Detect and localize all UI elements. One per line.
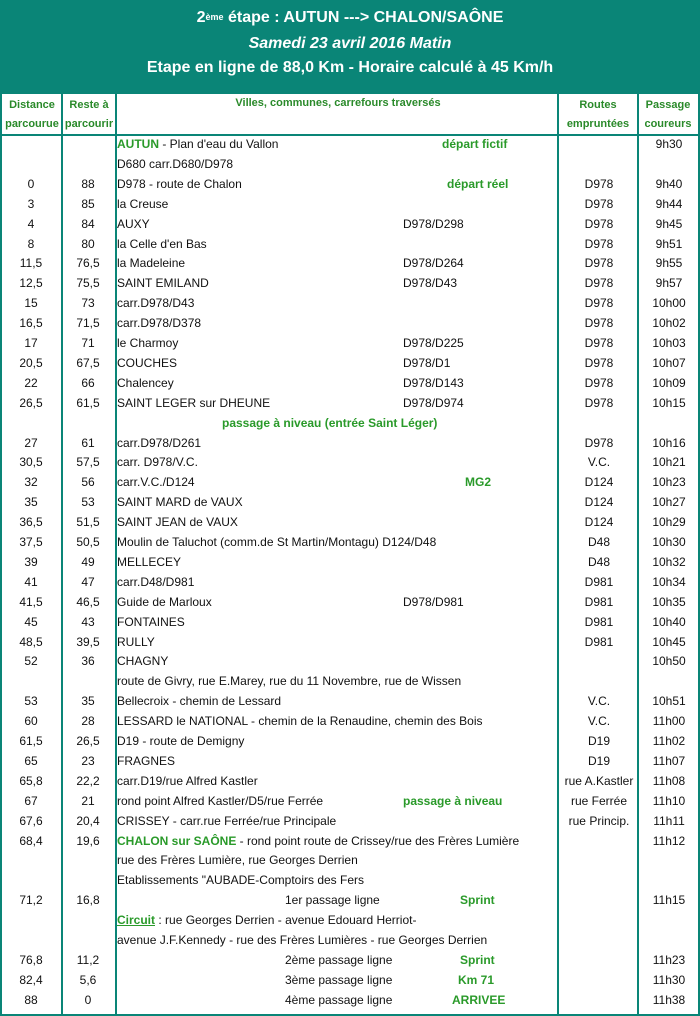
route-cell: D978 <box>584 256 614 271</box>
reste-cell: 51,5 <box>76 515 100 530</box>
table-row <box>0 194 700 214</box>
distance-cell: 82,4 <box>19 972 43 987</box>
junction-cell: D978/D974 <box>403 395 464 410</box>
place-text: avenue J.F.Kennedy - rue des Frères Lumières - rue Georges Derrien <box>117 933 488 947</box>
place-cell <box>117 791 323 811</box>
route-cell: D19 <box>587 753 610 768</box>
route-cell: D978 <box>584 216 614 231</box>
distance-cell: 65 <box>24 753 38 768</box>
distance-cell: 48,5 <box>19 634 43 649</box>
place-cell <box>117 174 242 194</box>
time-cell: 9h40 <box>655 176 683 191</box>
distance-cell: 3 <box>27 196 35 211</box>
reste-cell: 0 <box>84 992 92 1007</box>
place-text: Etablissements "AUBADE-Comptoirs des Fers <box>117 873 365 888</box>
table-row <box>0 771 700 791</box>
table-row <box>0 552 700 572</box>
route-cell: V.C. <box>587 714 611 729</box>
time-cell: 10h29 <box>652 515 686 530</box>
reste-cell: 22,2 <box>76 773 100 788</box>
time-cell: 10h51 <box>652 694 686 709</box>
route-cell: D978 <box>584 176 614 191</box>
place-cell <box>117 452 198 472</box>
reste-cell: 85 <box>81 196 95 211</box>
table-row <box>0 512 700 532</box>
place-text: CHAGNY <box>117 654 169 669</box>
place-cell <box>117 512 238 532</box>
time-cell: 9h30 <box>655 137 683 151</box>
place-text: Guide de Marloux <box>117 594 212 609</box>
place-cell <box>117 831 519 851</box>
reste-cell: 16,8 <box>76 893 100 908</box>
junction-cell: D978/D225 <box>403 336 464 350</box>
route-cell: D978 <box>584 316 614 331</box>
table-row <box>0 950 700 970</box>
time-cell: 11h11 <box>653 813 685 828</box>
reste-cell: 23 <box>81 753 95 768</box>
time-cell: 10h07 <box>652 355 686 370</box>
time-cell: 10h32 <box>652 554 686 569</box>
table-row <box>0 572 700 592</box>
place-text: D680 carr.D680/D978 <box>117 156 234 171</box>
route-cell: V.C. <box>587 694 611 709</box>
route-cell: D978 <box>584 276 614 291</box>
table-row <box>0 293 700 313</box>
distance-cell: 26,5 <box>19 395 43 410</box>
place-cell <box>117 731 244 751</box>
col-routes: Routes empruntées <box>566 99 630 130</box>
place-cell <box>117 930 487 950</box>
time-cell: 10h23 <box>652 475 686 490</box>
table-row <box>0 433 700 453</box>
place-text: carr.D48/D981 <box>117 574 195 589</box>
place-cell <box>117 592 212 612</box>
table-row <box>0 313 700 333</box>
col-passage: Passage coureurs <box>644 99 692 130</box>
place-text: carr.D19/rue Alfred Kastler <box>117 773 258 788</box>
place-text: FONTAINES <box>117 614 185 629</box>
table-row <box>0 253 700 273</box>
note-cell: ARRIVEE <box>452 992 506 1007</box>
reste-cell: 56 <box>81 475 95 490</box>
time-cell: 10h03 <box>652 336 686 350</box>
col-villes: Villes, communes, carrefours traversés <box>235 97 441 109</box>
place-text: SAINT LEGER sur DHEUNE <box>117 395 271 410</box>
time-cell: 11h10 <box>652 793 686 808</box>
table-row <box>0 333 700 353</box>
place-cell <box>117 214 150 234</box>
reste-cell: 57,5 <box>76 455 100 470</box>
time-cell: 11h07 <box>652 753 686 768</box>
time-cell: 11h00 <box>652 714 686 729</box>
time-cell: 10h09 <box>652 375 686 390</box>
distance-cell: 30,5 <box>19 455 43 470</box>
time-cell: 9h45 <box>655 216 683 231</box>
time-cell: 11h02 <box>652 734 686 748</box>
distance-cell: 67,6 <box>19 813 43 828</box>
reste-cell: 46,5 <box>76 594 100 609</box>
place-cell <box>117 433 201 453</box>
junction-cell: 4ème passage ligne <box>285 992 393 1007</box>
route-cell: rue Ferrée <box>570 793 628 808</box>
place-cell <box>117 234 207 254</box>
route-cell: D978 <box>584 336 614 350</box>
route-cell: D978 <box>584 236 614 251</box>
time-cell: 10h21 <box>652 455 686 470</box>
distance-cell: 65,8 <box>19 773 43 788</box>
place-text: COUCHES <box>117 355 178 370</box>
table-row <box>0 651 700 671</box>
reste-cell: 26,5 <box>76 734 100 748</box>
place-text: SAINT EMILAND <box>117 276 209 291</box>
distance-cell: 61,5 <box>19 734 43 748</box>
route-cell: D48 <box>587 535 610 549</box>
distance-cell: 17 <box>24 336 38 350</box>
route-cell: rue Princip. <box>568 813 630 828</box>
route-cell: D978 <box>584 395 614 410</box>
table-row <box>0 134 700 154</box>
distance-cell: 0 <box>27 176 35 191</box>
place-text: D19 - route de Demigny <box>117 734 245 748</box>
place-text: Bellecroix - chemin de Lessard <box>117 694 282 709</box>
reste-cell: 49 <box>81 554 95 569</box>
note-cell: Sprint <box>460 893 495 908</box>
time-cell: 11h38 <box>652 992 686 1007</box>
table-row <box>0 273 700 293</box>
time-cell: 9h57 <box>655 276 683 291</box>
place-text: - rond point route de Crissey/rue des Frères Lumière <box>236 833 520 848</box>
time-cell: 10h50 <box>652 654 686 669</box>
place-text: la Madeleine <box>117 256 186 271</box>
distance-cell: 36,5 <box>19 515 43 530</box>
distance-cell: 41,5 <box>19 594 43 609</box>
place-highlight: CHALON sur SAÔNE <box>117 833 237 848</box>
place-cell <box>117 870 364 890</box>
junction-cell: D978/D143 <box>403 375 464 390</box>
stage-info: Etape en ligne de 88,0 Km - Horaire calculé à 45 Km/h <box>146 59 554 76</box>
table-row <box>0 691 700 711</box>
distance-cell: 67 <box>24 793 38 808</box>
place-cell <box>117 691 281 711</box>
time-cell: 10h34 <box>652 574 686 589</box>
route-cell: D981 <box>584 614 614 629</box>
distance-cell: 11,5 <box>19 256 43 271</box>
place-text: RULLY <box>117 634 155 649</box>
distance-cell: 22 <box>24 375 38 390</box>
reste-cell: 71,5 <box>76 316 100 331</box>
distance-cell: 45 <box>24 614 38 629</box>
distance-cell: 52 <box>24 654 38 669</box>
reste-cell: 5,6 <box>79 972 97 987</box>
place-text: MELLECEY <box>117 554 182 569</box>
table-row <box>0 711 700 731</box>
time-cell: 11h08 <box>652 773 686 788</box>
place-text: SAINT MARD de VAUX <box>117 495 243 510</box>
note-cell: départ réel <box>447 176 509 191</box>
route-cell: rue A.Kastler <box>564 773 634 788</box>
reste-cell: 61 <box>81 435 95 450</box>
table-row <box>0 393 700 413</box>
route-cell: D978 <box>584 435 614 450</box>
place-text: - Plan d'eau du Vallon <box>159 137 279 151</box>
place-text: le Charmoy <box>117 336 179 350</box>
time-cell: 10h40 <box>652 614 686 629</box>
place-cell <box>117 333 178 353</box>
time-cell: 10h16 <box>652 435 686 450</box>
place-cell <box>117 253 185 273</box>
table-row <box>0 831 700 851</box>
place-text: la Celle d'en Bas <box>117 236 207 251</box>
route-cell: D978 <box>584 355 614 370</box>
time-cell: 10h45 <box>652 634 686 649</box>
place-cell <box>117 154 233 174</box>
time-cell: 9h44 <box>655 196 683 211</box>
reste-cell: 19,6 <box>76 833 100 848</box>
table-row <box>0 472 700 492</box>
table-row <box>0 353 700 373</box>
place-cell <box>117 572 194 592</box>
place-text: la Creuse <box>117 196 169 211</box>
time-cell: 9h51 <box>655 236 683 251</box>
distance-cell: 27 <box>24 435 38 450</box>
junction-cell: 1er passage ligne <box>285 893 380 908</box>
note-cell: passage à niveau (entrée Saint Léger) <box>222 415 438 430</box>
place-text: D978 - route de Chalon <box>117 176 242 191</box>
junction-cell: D978/D981 <box>403 594 464 609</box>
table-row <box>0 990 700 1010</box>
junction-cell: 3ème passage ligne <box>285 972 393 987</box>
reste-cell: 76,5 <box>76 256 100 271</box>
reste-cell: 53 <box>81 495 95 510</box>
reste-cell: 67,5 <box>76 355 100 370</box>
place-cell <box>117 273 209 293</box>
place-cell <box>117 492 243 512</box>
place-text: SAINT JEAN de VAUX <box>117 515 238 530</box>
time-cell: 10h00 <box>652 296 686 311</box>
route-cell: D48 <box>587 554 610 569</box>
reste-cell: 21 <box>81 793 95 808</box>
route-cell: V.C. <box>587 455 611 470</box>
place-text: : rue Georges Derrien - avenue Edouard Herriot- <box>155 913 417 928</box>
time-cell: 11h15 <box>652 893 686 908</box>
reste-cell: 39,5 <box>76 634 100 649</box>
table-row <box>0 612 700 632</box>
distance-cell: 41 <box>24 574 38 589</box>
time-cell: 10h27 <box>652 495 686 510</box>
table-row <box>0 154 700 174</box>
distance-cell: 39 <box>24 554 38 569</box>
place-cell <box>117 194 168 214</box>
place-text: CRISSEY - carr.rue Ferrée/rue Principale <box>117 813 337 828</box>
distance-cell: 88 <box>24 992 38 1007</box>
distance-cell: 37,5 <box>19 535 43 549</box>
place-cell <box>117 850 358 870</box>
reste-cell: 75,5 <box>76 276 100 291</box>
column-headers <box>0 94 700 136</box>
place-text: carr.D978/D378 <box>117 316 202 331</box>
place-text: route de Givry, rue E.Marey, rue du 11 Novembre, rue de Wissen <box>117 674 462 689</box>
reste-cell: 43 <box>81 614 95 629</box>
junction-cell: D978/D1 <box>403 355 451 370</box>
route-cell: D124 <box>584 515 614 530</box>
time-cell: 9h55 <box>655 256 683 271</box>
place-text: AUXY <box>117 216 150 231</box>
route-cell: D124 <box>584 475 614 490</box>
route-cell: D19 <box>587 734 610 748</box>
junction-cell: D978/D43 <box>403 276 458 291</box>
table-row <box>0 731 700 751</box>
place-cell <box>117 472 195 492</box>
table-row <box>0 174 700 194</box>
place-cell <box>117 293 194 313</box>
reste-cell: 47 <box>81 574 95 589</box>
note-cell: MG2 <box>465 475 492 490</box>
distance-cell: 20,5 <box>19 355 43 370</box>
table-row <box>0 850 700 870</box>
place-cell <box>117 771 258 791</box>
junction-cell: D978/D264 <box>403 256 464 271</box>
header-banner <box>0 0 700 94</box>
distance-cell: 76,8 <box>19 952 43 967</box>
distance-cell: 53 <box>24 694 38 709</box>
place-text: Moulin de Taluchot (comm.de St Martin/Montagu) D124/D48 <box>117 535 437 549</box>
distance-cell: 35 <box>24 495 38 510</box>
place-text: carr. D978/V.C. <box>117 455 198 470</box>
route-cell: D981 <box>584 634 614 649</box>
table-row <box>0 452 700 472</box>
table-row <box>0 234 700 254</box>
junction-cell: 2ème passage ligne <box>285 952 393 967</box>
note-cell: Km 71 <box>458 972 495 987</box>
distance-cell: 16,5 <box>19 316 43 331</box>
place-text: FRAGNES <box>117 753 176 768</box>
col-reste: Reste à parcourir <box>64 99 114 130</box>
reste-cell: 71 <box>81 336 95 350</box>
place-cell <box>117 671 461 691</box>
reste-cell: 50,5 <box>76 535 100 549</box>
table-row <box>0 413 700 433</box>
note-cell: Sprint <box>460 952 495 967</box>
place-text: rue des Frères Lumière, rue Georges Derrien <box>117 853 358 868</box>
table-row <box>0 671 700 691</box>
route-cell: D978 <box>584 375 614 390</box>
distance-cell: 15 <box>24 296 38 311</box>
distance-cell: 12,5 <box>19 276 43 291</box>
route-cell: D981 <box>584 594 614 609</box>
reste-cell: 66 <box>81 375 95 390</box>
route-cell: D978 <box>584 296 614 311</box>
reste-cell: 73 <box>81 296 95 311</box>
place-highlight: Circuit <box>117 913 156 928</box>
place-cell <box>117 313 201 333</box>
table-row <box>0 930 700 950</box>
place-cell <box>117 612 185 632</box>
place-text: rond point Alfred Kastler/D5/rue Ferrée <box>117 793 324 808</box>
place-cell <box>117 134 278 154</box>
place-cell <box>117 632 155 652</box>
time-cell: 10h30 <box>652 535 686 549</box>
distance-cell: 68,4 <box>19 833 43 848</box>
table-row <box>0 492 700 512</box>
table-row <box>0 910 700 930</box>
time-cell: 11h23 <box>652 952 686 967</box>
route-cell: D978 <box>584 196 614 211</box>
distance-cell: 60 <box>24 714 38 729</box>
place-text: LESSARD le NATIONAL - chemin de la Renaudine, chemin des Bois <box>117 714 483 729</box>
table-row <box>0 811 700 831</box>
place-cell <box>117 552 181 572</box>
table-row <box>0 532 700 552</box>
table-row <box>0 791 700 811</box>
time-cell: 10h02 <box>652 316 686 331</box>
note-cell: passage à niveau <box>403 793 503 808</box>
table-row <box>0 890 700 910</box>
reste-cell: 35 <box>81 694 95 709</box>
table-row <box>0 970 700 990</box>
table-row <box>0 751 700 771</box>
distance-cell: 71,2 <box>19 893 43 908</box>
route-cell: D981 <box>584 574 614 589</box>
table-row <box>0 870 700 890</box>
place-cell <box>117 393 270 413</box>
time-cell: 10h35 <box>652 594 686 609</box>
place-cell <box>117 910 416 930</box>
distance-cell: 32 <box>24 475 38 490</box>
stage-title: 2ème étape : AUTUN ---> CHALON/SAÔNE <box>196 9 504 26</box>
junction-cell: D978/D298 <box>403 216 464 231</box>
reste-cell: 88 <box>81 176 95 191</box>
place-highlight: AUTUN <box>117 137 159 151</box>
place-text: carr.D978/D261 <box>117 435 202 450</box>
table-row <box>0 632 700 652</box>
place-cell <box>117 532 436 552</box>
reste-cell: 80 <box>81 236 95 251</box>
distance-cell: 8 <box>27 236 35 251</box>
reste-cell: 11,2 <box>76 952 100 967</box>
reste-cell: 28 <box>81 714 95 729</box>
place-cell <box>117 711 483 731</box>
place-cell <box>117 751 175 771</box>
table-row <box>0 214 700 234</box>
table-row <box>0 592 700 612</box>
note-cell: départ fictif <box>442 137 508 151</box>
reste-cell: 61,5 <box>76 395 100 410</box>
table-row <box>0 373 700 393</box>
reste-cell: 84 <box>81 216 95 231</box>
place-cell <box>117 651 168 671</box>
reste-cell: 20,4 <box>76 813 100 828</box>
place-cell <box>117 373 174 393</box>
place-text: carr.V.C./D124 <box>117 475 195 490</box>
place-cell <box>117 353 177 373</box>
place-text: Chalencey <box>117 375 174 390</box>
distance-cell: 4 <box>27 216 35 231</box>
place-text: carr.D978/D43 <box>117 296 195 311</box>
time-cell: 10h15 <box>652 395 686 410</box>
time-cell: 11h30 <box>652 972 686 987</box>
stage-date: Samedi 23 avril 2016 Matin <box>248 35 452 52</box>
reste-cell: 36 <box>81 654 95 669</box>
place-cell <box>117 811 336 831</box>
time-cell: 11h12 <box>652 833 686 848</box>
route-cell: D124 <box>584 495 614 510</box>
col-distance: Distance parcourue <box>5 99 59 130</box>
